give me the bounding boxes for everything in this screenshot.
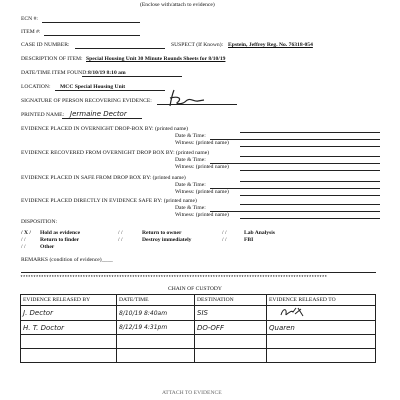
- footer: ATTACH TO EVIDENCE: [162, 390, 222, 396]
- signature-label: SIGNATURE OF PERSON RECOVERING EVIDENCE:: [21, 98, 152, 104]
- released-by-cell: J. Dector: [23, 309, 53, 317]
- header-date-time: DATE/TIME: [117, 295, 195, 306]
- section-3-witness-line: [240, 195, 380, 196]
- section-3-date: Date & Time:: [175, 182, 206, 188]
- section-4-witness-line: [240, 218, 380, 219]
- section-4-name-line: [240, 204, 380, 205]
- section-2-title: EVIDENCE RECOVERED FROM OVERNIGHT DROP BOX BY: (printed name): [21, 150, 210, 156]
- lab-checkbox[interactable]: / /: [222, 230, 227, 236]
- table-row: [21, 335, 376, 349]
- location-value: MCC Special Housing Unit: [60, 84, 126, 90]
- remarks-label: REMARKS (condition of evidence)____: [21, 257, 113, 263]
- section-2-witness: Witness: (printed name): [175, 164, 229, 170]
- header-destination: DESTINATION: [195, 295, 267, 306]
- suspect-value: Epstein, Jeffrey Reg. No. 76318-054: [228, 42, 313, 48]
- fbi-checkbox[interactable]: / /: [222, 237, 227, 243]
- description-value: Special Housing Unit 30 Minute Rounds Sheets for 8/10/19: [86, 56, 226, 62]
- other-label: Other: [40, 244, 55, 250]
- recovering-signature: [160, 86, 220, 108]
- header-released-to: EVIDENCE RELEASED TO: [267, 295, 376, 306]
- hold-label: Hold as evidence: [40, 230, 81, 236]
- chain-title: CHAIN OF CUSTODY: [168, 286, 222, 292]
- hold-checkbox[interactable]: / X /: [21, 230, 31, 236]
- star-divider: **********************************************************************************************************************: [20, 275, 327, 281]
- section-3-name-line: [240, 181, 380, 182]
- destination-cell: SIS: [197, 309, 208, 317]
- chain-header-row: [21, 295, 376, 306]
- table-row: [21, 321, 376, 335]
- return-owner-label: Return to owner: [142, 230, 182, 236]
- header-note: (Enclose with/attach to evidence): [140, 2, 215, 8]
- case-label: CASE ID NUMBER:: [21, 42, 70, 48]
- section-3-date-line: [210, 188, 380, 189]
- table-row: [21, 306, 376, 321]
- section-4-witness: Witness: (printed name): [175, 212, 229, 218]
- remarks-line: [21, 272, 376, 273]
- section-2-name-line: [240, 156, 380, 157]
- section-4-title: EVIDENCE PLACED DIRECTLY IN EVIDENCE SAFE BY: (printed name): [21, 198, 197, 204]
- return-finder-label: Return to finder: [40, 237, 80, 243]
- location-line: [55, 90, 165, 91]
- section-1-date-line: [210, 139, 380, 140]
- datetime-value: 8/10/19 8:10 am: [88, 70, 126, 76]
- case-line: [75, 48, 165, 49]
- section-4-date: Date & Time:: [175, 205, 206, 211]
- printed-name-label: PRINTED NAME:: [21, 112, 65, 118]
- datetime-label: DATE/TIME ITEM FOUND:: [21, 70, 88, 76]
- section-1-witness: Witness: (printed name): [175, 140, 229, 146]
- ecn-line: [42, 22, 140, 23]
- disposition-label: DISPOSITION:: [21, 219, 58, 225]
- released-by-cell: H. T. Doctor: [23, 323, 65, 332]
- date-time-cell: 8/12/19 4:31pm: [119, 324, 168, 331]
- fbi-label: FBI: [244, 237, 254, 243]
- location-label: LOCATION:: [21, 84, 51, 90]
- section-1-date: Date & Time:: [175, 133, 206, 139]
- item-label: ITEM #:: [21, 29, 41, 35]
- header-released-by: EVIDENCE RELEASED BY: [21, 295, 117, 306]
- section-2-date: Date & Time:: [175, 157, 206, 163]
- suspect-label: SUSPECT (If Known):: [171, 42, 224, 48]
- section-3-title: EVIDENCE PLACED IN SAFE FROM DROP BOX BY: (printed name): [21, 175, 186, 181]
- date-time-cell: 8/10/19 8:40am: [119, 309, 168, 317]
- released-to-signature: [269, 306, 309, 318]
- destroy-checkbox[interactable]: / /: [118, 237, 123, 243]
- return-finder-checkbox[interactable]: / /: [21, 237, 26, 243]
- datetime-line: [82, 76, 182, 77]
- lab-label: Lab Analysis: [244, 230, 275, 236]
- section-1-name-line: [240, 132, 380, 133]
- destroy-label: Destroy immediately: [142, 237, 192, 243]
- ecn-label: ECN #:: [21, 16, 38, 22]
- return-owner-checkbox[interactable]: / /: [118, 230, 123, 236]
- section-3-witness: Witness: (printed name): [175, 189, 229, 195]
- destination-cell: DO-OFF: [197, 323, 224, 332]
- section-1-title: EVIDENCE PLACED IN OVERNIGHT DROP-BOX BY: (printed name): [21, 126, 189, 132]
- section-4-date-line: [210, 211, 380, 212]
- released-to-cell: Quaren: [269, 323, 295, 332]
- section-1-witness-line: [240, 146, 380, 147]
- item-line: [44, 35, 140, 36]
- section-2-date-line: [210, 163, 380, 164]
- printed-name-value: Jermaine Dector: [70, 110, 127, 118]
- chain-of-custody-table: [20, 294, 376, 363]
- table-row: [21, 349, 376, 363]
- description-label: DESCRIPTION OF ITEM:: [21, 56, 83, 62]
- other-checkbox[interactable]: / /: [21, 244, 26, 250]
- printed-name-line: [62, 118, 142, 119]
- section-2-witness-line: [240, 170, 380, 171]
